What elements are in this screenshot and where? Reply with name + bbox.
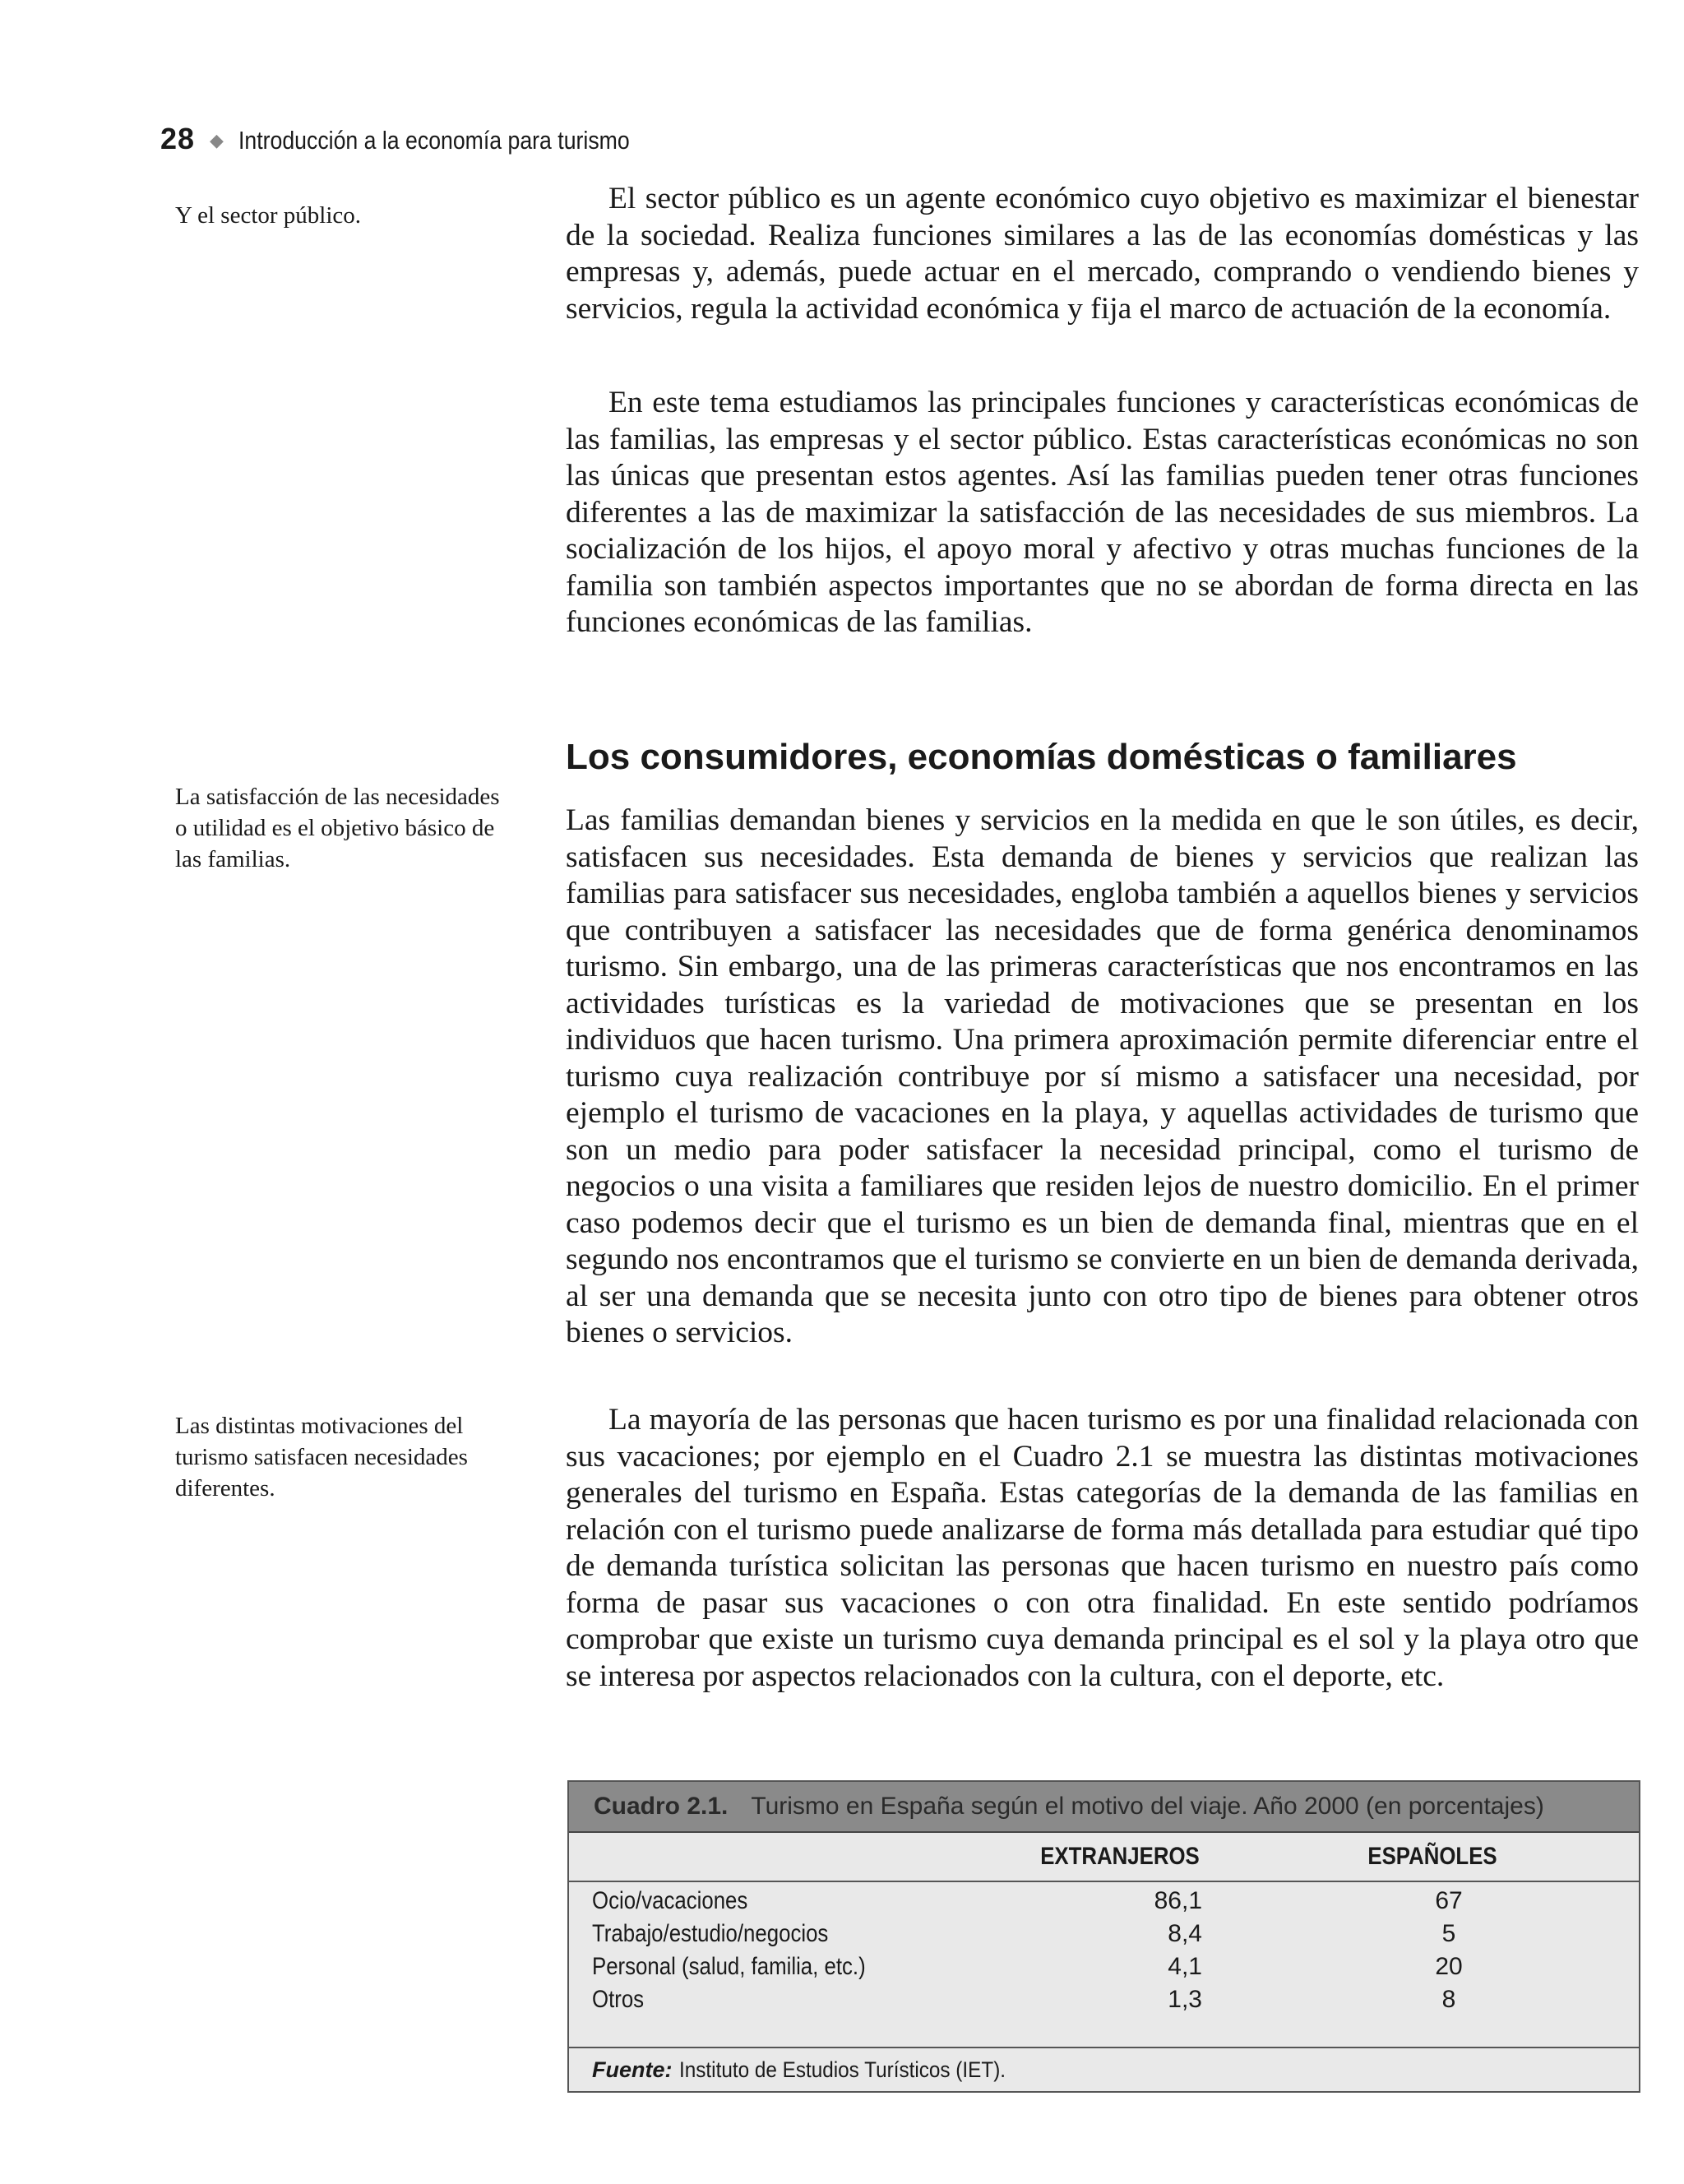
table-row xyxy=(569,1886,1639,1918)
margin-note-sector-publico: Y el sector público. xyxy=(175,202,362,229)
row-label: Trabajo/estudio/negocios xyxy=(592,1920,829,1947)
row-label: Personal (salud, familia, etc.) xyxy=(592,1953,866,1980)
cell-extranjeros: 86,1 xyxy=(1154,1887,1202,1914)
book-title: Introducción a la economía para turismo xyxy=(238,126,630,155)
table-caption-text: Turismo en España según el motivo del viaje. Año 2000 (en porcentajes) xyxy=(751,1793,1544,1820)
column-header-espanoles: ESPAÑOLES xyxy=(1367,1843,1497,1870)
paragraph: En este tema estudiamos las principales funciones y características económicas de las familias, las empresas y el sector público. Estas características económicas no son las únicas que presentan estos agentes. Así las familias pueden tener otras funciones diferentes a las de maximizar la satisfacción de las necesidades de sus miembros. La socialización de los hijos, el apoyo moral y afectivo y otras muchas funciones de la familia son también aspectos importantes que no se abordan de forma directa en las funciones económicas de las familias. xyxy=(566,386,1639,639)
body-section-intro xyxy=(566,181,1639,327)
cell-espanoles: 20 xyxy=(1435,1953,1463,1980)
table-caption xyxy=(569,1782,1639,1833)
paragraph: El sector público es un agente económico cuyo objetivo es maximizar el bienestar de la sociedad. Realiza funciones similares a las de las economías domésticas y las empresas y, además, puede actuar en el mercado, comprando o vendiendo bienes y servicios, regula la actividad económica y fija el marco de actuación de la economía. xyxy=(566,182,1639,326)
source-text: Instituto de Estudios Turísticos (IET). xyxy=(678,2057,1006,2082)
body-section-intro-2 xyxy=(566,385,1639,641)
cell-extranjeros: 1,3 xyxy=(1168,1986,1202,2013)
body-section-consumidores xyxy=(566,803,1639,1352)
body-section-motivaciones xyxy=(566,1402,1639,1695)
paragraph: La mayoría de las personas que hacen turismo es por una finalidad relacionada con sus vacaciones; por ejemplo en el Cuadro 2.1 se muestra las distintas motivaciones generales del turismo en España. Estas categorías de la demanda de las familias en relación con el turismo puede analizarse de forma más detallada para estudiar qué tipo de demanda turística solicitan las personas que hacen turismo en nuestro país como forma de pasar sus vacaciones o con otra finalidad. En este sentido podríamos comprobar que existe un turismo cuya demanda principal es el sol y la playa otro que se interesa por aspectos relacionados con la cultura, con el deporte, etc. xyxy=(566,1403,1639,1693)
row-label: Ocio/vacaciones xyxy=(592,1887,748,1914)
cell-espanoles: 67 xyxy=(1435,1887,1463,1914)
row-label: Otros xyxy=(592,1986,645,2013)
diamond-ornament-icon: ◆ xyxy=(210,130,224,150)
margin-note-motivaciones: Las distintas motivaciones del turismo satisfacen necesidades diferentes. xyxy=(175,1413,468,1502)
table-body xyxy=(569,1882,1639,2017)
section-heading: Los consumidores, economías domésticas o familiares xyxy=(566,737,1517,777)
table-row xyxy=(569,1918,1639,1951)
paragraph: Las familias demandan bienes y servicios en la medida en que le son útiles, es decir, satisfacen sus necesidades. Esta demanda de bienes y servicios que realizan las familias para satisfacer sus necesidades, engloba también a aquellos bienes y servicios que contribuyen a satisfacer las necesidades que de forma genérica denominamos turismo. Sin embargo, una de las primeras características que nos encontramos en las actividades turísticas es la variedad de motivaciones que se presentan en los individuos que hacen turismo. Una primera aproximación permite diferenciar entre el turismo cuya realización contribuye por sí mismo a satisfacer una necesidad, por ejemplo el turismo de vacaciones en la playa, y aquellas actividades de turismo que son un medio para poder satisfacer la necesidad principal, como el turismo de negocios o una visita a familiares que residen lejos de nuestro domicilio. En el primer caso podemos decir que el turismo es un bien de demanda final, mientras que en el segundo nos encontramos que el turismo se convierte en un bien de demanda derivada, al ser una demanda que se necesita junto con otro tipo de bienes para obtener otros bienes o servicios. xyxy=(566,803,1639,1349)
page-number: 28 xyxy=(160,122,196,155)
running-header xyxy=(160,122,693,163)
column-header-extranjeros: EXTRANJEROS xyxy=(1040,1843,1200,1870)
table-row xyxy=(569,1984,1639,2017)
table-source xyxy=(569,2047,1639,2091)
margin-note-satisfaccion: La satisfacción de las necesidades o utilidad es el objetivo básico de las familias. xyxy=(175,784,500,872)
cell-espanoles: 5 xyxy=(1441,1920,1456,1947)
table-header-row xyxy=(569,1833,1639,1882)
source-label: Fuente: xyxy=(592,2057,673,2082)
cuadro-2-1-table xyxy=(567,1780,1640,2093)
cell-extranjeros: 4,1 xyxy=(1168,1953,1202,1980)
table-caption-label: Cuadro 2.1. xyxy=(594,1793,729,1820)
cell-espanoles: 8 xyxy=(1441,1986,1456,2013)
table-row xyxy=(569,1951,1639,1984)
cell-extranjeros: 8,4 xyxy=(1168,1920,1202,1947)
